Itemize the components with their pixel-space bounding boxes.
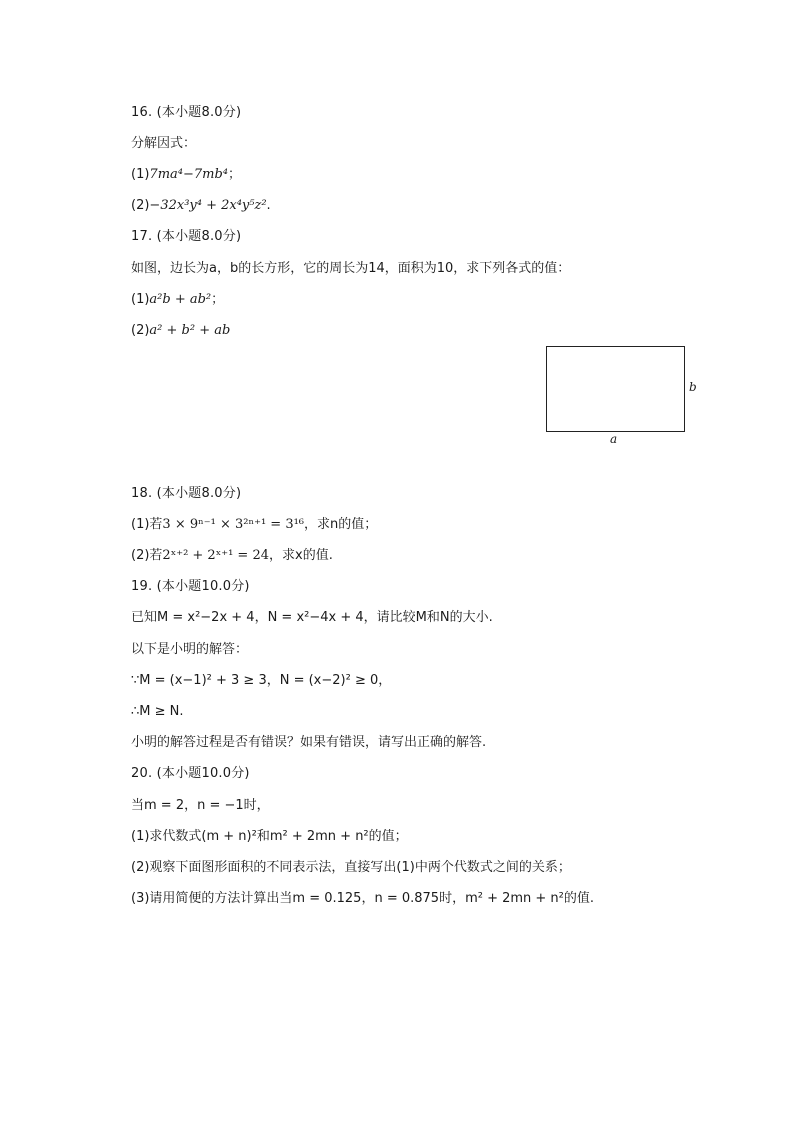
q18-part1 <box>131 516 377 534</box>
q18-part2 <box>131 547 333 565</box>
q19-step2: ∴M ≥ N. <box>131 704 184 719</box>
q16-part2-prefix: (2) <box>131 198 150 213</box>
q19-header: 19. (本小题10.0分) <box>131 579 250 594</box>
q16-part1-end: ； <box>228 167 242 182</box>
q16-intro: 分解因式： <box>131 136 197 151</box>
q17-part1-expr: a²b + ab² <box>149 292 212 307</box>
q18-part2-end: ，求x的值. <box>269 548 333 563</box>
q16-part1 <box>131 166 241 184</box>
q17-intro: 如图，边长为a，b的长方形，它的周长为14，面积为10，求下列各式的值： <box>131 261 571 276</box>
q20-part2: (2)观察下面图形面积的不同表示法，直接写出(1)中两个代数式之间的关系； <box>131 860 571 875</box>
q19-step1: ∵M = (x−1)² + 3 ≥ 3，N = (x−2)² ≥ 0， <box>131 673 392 688</box>
figure-label-a: a <box>610 432 618 446</box>
rectangle-figure <box>546 346 685 432</box>
q17-part1-end: ； <box>211 292 225 307</box>
q18-part2-prefix: (2)若 <box>131 548 163 563</box>
figure-label-b: b <box>689 380 697 394</box>
q17-part2 <box>131 322 230 340</box>
q16-part2 <box>131 197 271 215</box>
q20-part1: (1)求代数式(m + n)²和m² + 2mn + n²的值； <box>131 829 408 844</box>
q16-part1-prefix: (1) <box>131 167 150 182</box>
q20-header: 20. (本小题10.0分) <box>131 766 250 781</box>
q18-header: 18. (本小题8.0分) <box>131 486 242 501</box>
q16-part2-end: . <box>266 198 271 213</box>
q18-part1-end: ，求n的值； <box>304 517 378 532</box>
q16-part1-expr: 7ma⁴−7mb⁴ <box>149 167 229 182</box>
q20-given: 当m = 2，n = −1时， <box>131 798 270 813</box>
q16-header: 16. (本小题8.0分) <box>131 105 242 120</box>
q18-part1-expr: 3 × 9ⁿ⁻¹ × 3²ⁿ⁺¹ = 3¹⁶ <box>162 517 305 532</box>
q19-given: 已知M = x²−2x + 4，N = x²−4x + 4，请比较M和N的大小. <box>131 610 493 625</box>
q17-part1-prefix: (1) <box>131 292 150 307</box>
q18-part2-expr: 2ˣ⁺² + 2ˣ⁺¹ = 24 <box>162 548 269 563</box>
q18-part1-prefix: (1)若 <box>131 517 163 532</box>
q17-part2-prefix: (2) <box>131 323 150 338</box>
q19-intro: 以下是小明的解答： <box>131 642 249 657</box>
q17-part1 <box>131 291 224 309</box>
q19-question: 小明的解答过程是否有错误？如果有错误，请写出正确的解答. <box>131 735 487 750</box>
q20-part3: (3)请用简便的方法计算出当m = 0.125，n = 0.875时，m² + 2mn + n²的值. <box>131 891 595 906</box>
q16-part2-expr: −32x³y⁴ + 2x⁴y⁵z² <box>149 198 267 213</box>
q17-part2-expr: a² + b² + ab <box>149 323 231 338</box>
q17-header: 17. (本小题8.0分) <box>131 229 242 244</box>
